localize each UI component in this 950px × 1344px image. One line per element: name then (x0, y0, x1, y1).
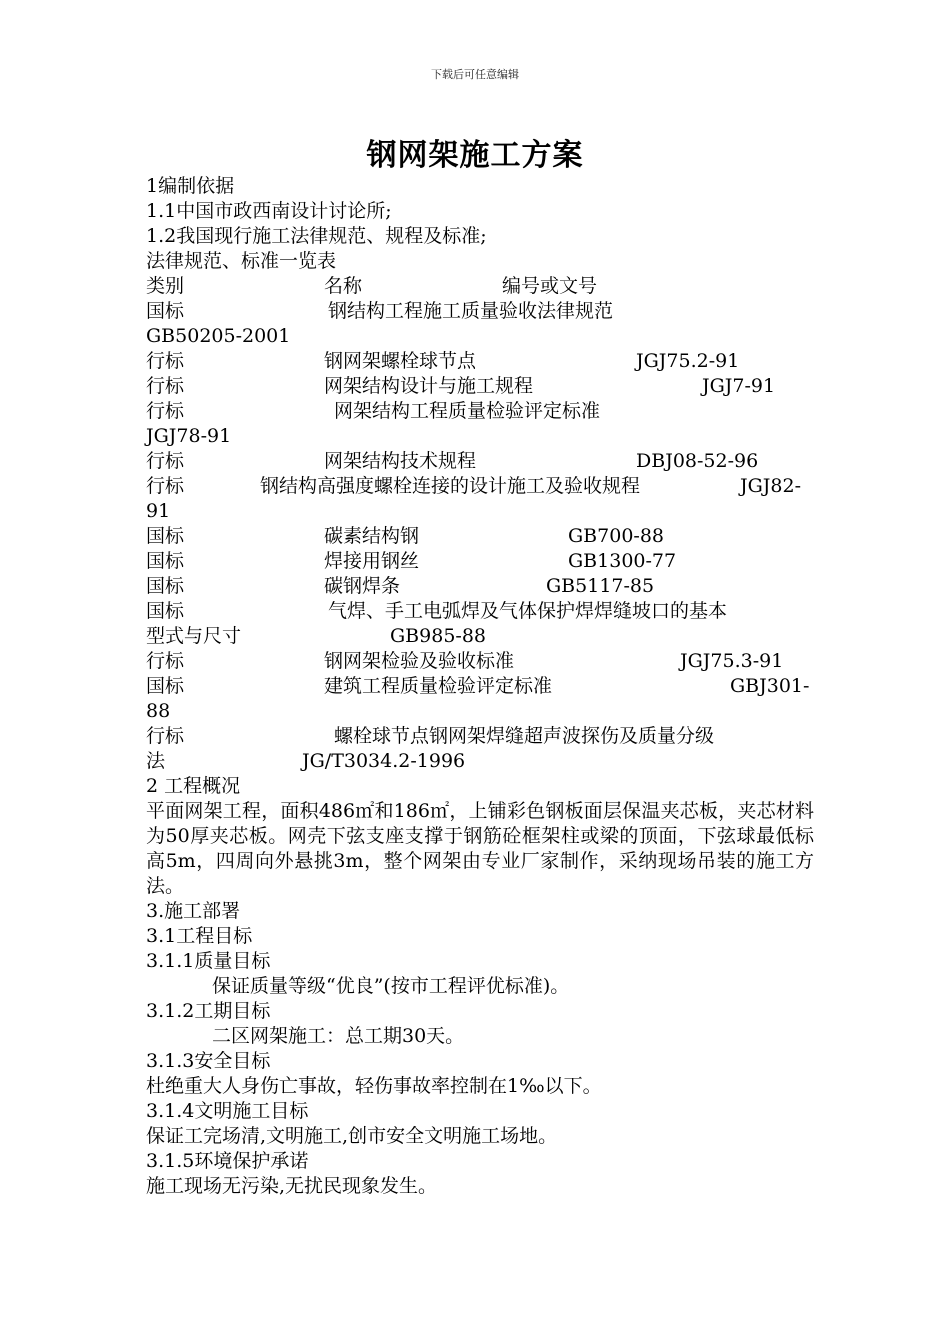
civilized-target-text: 保证工完场清,文明施工,创市安全文明施工场地。 (146, 1125, 558, 1147)
subsection-heading: 3.1.2工期目标 (146, 1000, 271, 1022)
row-category: 行标 (146, 475, 185, 497)
page-header: 下载后可任意编辑 (431, 68, 519, 81)
section-heading: 1编制依据 (146, 175, 235, 197)
overview-paragraph: 平面网架工程，面积486㎡和186㎡，上铺彩色钢板面层保温夹芯板，夹芯材料为50厚夹芯板。网壳下弦支座支撑于钢筋砼框架柱或梁的顶面，下弦球最低标高5m，四周向外悬挑3m，整个网架由专业厂家制作，采纳现场吊装的施工方法。 (146, 800, 814, 897)
table-row (146, 574, 814, 599)
row-name: 气焊、手工电弧焊及气体保护焊焊缝坡口的基本 (328, 600, 728, 622)
row-code: GBJ301- (730, 675, 810, 697)
environment-text: 施工现场无污染,无扰民现象发生。 (146, 1175, 438, 1197)
row-category: 行标 (146, 350, 185, 372)
row-name: 钢网架检验及验收标准 (324, 650, 515, 672)
row-code: JGJ7-91 (702, 375, 776, 397)
header-code: 编号或文号 (502, 275, 598, 297)
row-name: 网架结构工程质量检验评定标准 (334, 400, 601, 422)
table-row (146, 549, 814, 574)
row-category: 行标 (146, 375, 185, 397)
table-row (146, 474, 814, 499)
subsection-heading: 3.1.5环境保护承诺 (146, 1150, 309, 1172)
row-code: JGJ78-91 (146, 425, 232, 447)
row-category: 国标 (146, 600, 185, 622)
row-name: 钢网架螺栓球节点 (324, 350, 477, 372)
row-code: GB1300-77 (568, 550, 677, 572)
row-name: 钢结构工程施工质量验收法律规范 (328, 300, 614, 322)
row-category: 国标 (146, 575, 185, 597)
document-body (146, 174, 814, 1199)
row-name: 钢结构高强度螺栓连接的设计施工及验收规程 (260, 475, 641, 497)
table-row (146, 399, 814, 424)
table-row (146, 599, 814, 624)
table-row-cont (146, 749, 814, 774)
subsection-heading: 3.1.3安全目标 (146, 1050, 271, 1072)
table-row (146, 349, 814, 374)
row-code: JGJ75.2-91 (636, 350, 740, 372)
header-name: 名称 (324, 275, 363, 297)
subsection-heading: 3.1工程目标 (146, 925, 253, 947)
row-name: 螺栓球节点钢网架焊缝超声波探伤及质量分级 (334, 725, 715, 747)
row-category: 国标 (146, 300, 185, 322)
table-row-cont (146, 424, 814, 449)
basis-item: 1.1中国市政西南设计讨论所; (146, 200, 392, 222)
table-row (146, 524, 814, 549)
row-name: 碳钢焊条 (324, 575, 401, 597)
row-name: 建筑工程质量检验评定标准 (324, 675, 553, 697)
row-category: 国标 (146, 525, 185, 547)
row-name-cont: 法 (146, 750, 166, 772)
section-heading: 3.施工部署 (146, 900, 241, 922)
safety-target-text: 杜绝重大人身伤亡事故，轻伤事故率控制在1‰以下。 (146, 1075, 602, 1097)
row-code: JGJ82- (740, 475, 802, 497)
row-code: GB985-88 (390, 625, 487, 647)
table-row (146, 649, 814, 674)
row-name: 碳素结构钢 (324, 525, 420, 547)
subsection-heading: 3.1.1质量目标 (146, 950, 271, 972)
row-category: 行标 (146, 450, 185, 472)
row-category: 行标 (146, 400, 185, 422)
table-row-cont (146, 324, 814, 349)
quality-target-text: 保证质量等级“优良”(按市工程评优标准)。 (212, 975, 570, 997)
row-code: DBJ08-52-96 (636, 450, 759, 472)
table-title: 法律规范、标准一览表 (146, 250, 337, 272)
row-code: GB700-88 (568, 525, 665, 547)
subsection-heading: 3.1.4文明施工目标 (146, 1100, 309, 1122)
table-row-cont (146, 624, 814, 649)
row-category: 行标 (146, 650, 185, 672)
table-row-cont (146, 699, 814, 724)
table-row (146, 724, 814, 749)
table-row (146, 449, 814, 474)
row-name: 网架结构技术规程 (324, 450, 477, 472)
table-row (146, 674, 814, 699)
table-row (146, 374, 814, 399)
row-name-cont: 型式与尺寸 (146, 625, 242, 647)
table-row (146, 299, 814, 324)
section-heading: 2 工程概况 (146, 775, 241, 797)
header-category: 类别 (146, 275, 185, 297)
row-code: JG/T3034.2-1996 (302, 750, 466, 772)
row-code: GB50205-2001 (146, 325, 291, 347)
row-name: 网架结构设计与施工规程 (324, 375, 534, 397)
document-title: 钢网架施工方案 (366, 138, 584, 173)
basis-item: 1.2我国现行施工法律规范、规程及标准; (146, 225, 487, 247)
row-category: 行标 (146, 725, 185, 747)
row-code: GB5117-85 (546, 575, 655, 597)
row-code-cont: 88 (146, 700, 171, 722)
table-header-row (146, 274, 814, 299)
row-category: 国标 (146, 675, 185, 697)
table-row-cont (146, 499, 814, 524)
row-code-cont: 91 (146, 500, 171, 522)
row-category: 国标 (146, 550, 185, 572)
row-name: 焊接用钢丝 (324, 550, 420, 572)
row-code: JGJ75.3-91 (680, 650, 784, 672)
schedule-target-text: 二区网架施工：总工期30天。 (212, 1025, 465, 1047)
